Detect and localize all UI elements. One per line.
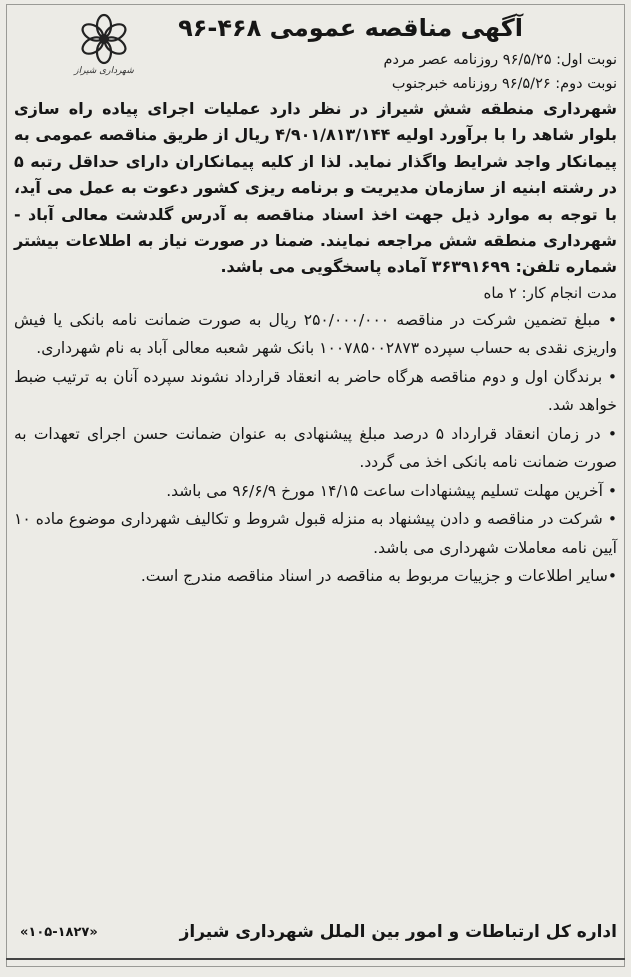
condition-item: • در زمان انعقاد قرارداد ۵ درصد مبلغ پیشنهادی به عنوان ضمانت حسن اجرای تعهدات به صورت ضمانت نامه بانکی اخذ می گردد. <box>14 424 617 472</box>
issuing-office: اداره کل ارتباطات و امور بین الملل شهرداری شیراز <box>179 922 617 942</box>
notice-footer <box>20 922 617 942</box>
condition-item: • برندگان اول و دوم مناقصه هرگاه حاضر به انعقاد قرارداد نشوند سپرده آنان به ترتیب ضبط خواهد شد. <box>14 367 617 415</box>
logo-caption: شهرداری شیراز <box>74 66 134 76</box>
work-duration: مدت انجام کار: ۲ ماه <box>483 283 617 302</box>
shiraz-municipality-logo <box>72 12 136 82</box>
condition-item: •سایر اطلاعات و جزییات مربوط به مناقصه در اسناد مناقصه مندرج است. <box>140 567 617 586</box>
conditions-list <box>14 306 617 591</box>
notice-body: شهرداری منطقه شش شیراز در نظر دارد عملیات اجرای پیاده راه سازی بلوار شاهد را با برآورد اولیه ۴/۹۰۱/۸۱۳/۱۴۴ ریال از طریق مناقصه عمومی به پیمانکار واجد شرایط واگذار نماید. لذا از کلیه پیمانکاران دارای حداقل رتبه ۵ در رشته ابنیه از سازمان مدیریت و برنامه ریزی کشور دعوت به عمل می آید، با توجه به موارد ذیل جهت اخذ اسناد مناقصه به آدرس گلدشت معالی آباد - شهرداری منطقه شش مراجعه نمایند. ضمنا در صورت نیاز به اطلاعات بیشتر شماره تلفن: ۳۶۳۹۱۶۹۹ آماده پاسخگویی می باشد. <box>14 99 618 277</box>
bottom-divider <box>6 958 625 960</box>
flower-logo-icon <box>72 12 136 66</box>
publish-second: نوبت دوم: ۹۶/۵/۲۶ روزنامه خبرجنوب <box>391 76 617 92</box>
condition-item: • آخرین مهلت تسلیم پیشنهادات ساعت ۱۴/۱۵ مورخ ۹۶/۶/۹ می باشد. <box>166 481 617 500</box>
notice-title: آگهی مناقصه عمومی ۴۶۸-۹۶ <box>178 14 523 42</box>
condition-item: • شرکت در مناقصه و دادن پیشنهاد به منزله قبول شروط و تکالیف شهرداری موضوع ماده ۱۰ آیین نامه معاملات شهرداری می باشد. <box>14 510 617 557</box>
condition-item: • مبلغ تضمین شرکت در مناقصه ۲۵۰/۰۰۰/۰۰۰ ریال به صورت ضمانت نامه بانکی یا فیش واریزی نقدی به حساب سپرده ۱۰۰۷۸۵۰۰۲۸۷۳ بانک شهر شعبه معالی آباد به نام شهرداری. <box>14 310 617 358</box>
publish-first: نوبت اول: ۹۶/۵/۲۵ روزنامه عصر مردم <box>383 52 617 68</box>
ad-code: «۱۰۵-۱۸۲۷» <box>20 924 98 940</box>
